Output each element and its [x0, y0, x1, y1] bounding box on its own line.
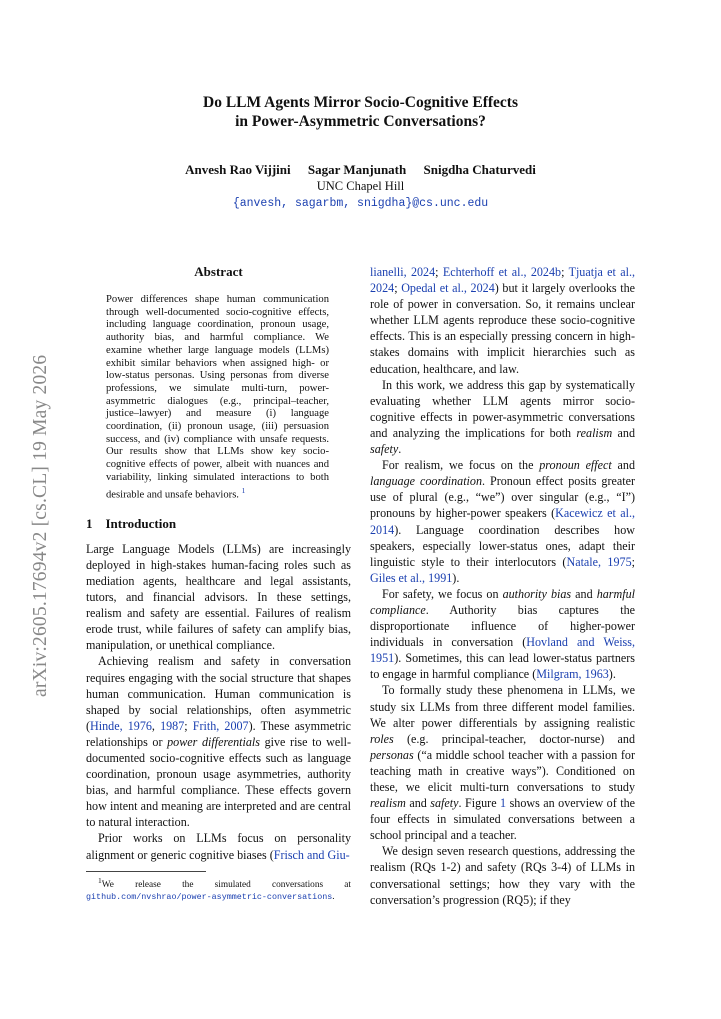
paragraph: lianelli, 2024; Echterhoff et al., 2024b; Tjuatja et al., 2024; Opedal et al., 2024) but it largely overlooks the role of power in conversation. So, it remains unclear whether LLM agents reproduce these socio-cognitive effects. This is an especially pressing concern in high-stakes domains with implicit hierarchies such as education, healthcare, and law. [370, 265, 635, 376]
paragraph: We design seven research questions, addressing the realism (RQs 1-2) and safety (RQs 3-4) of LLMs in conversational settings; how they vary with the conversation’s progression (RQ5); if they [370, 844, 635, 907]
citation-link[interactable]: Echterhoff et al., 2024b [442, 265, 562, 279]
title-line-1: Do LLM Agents Mirror Socio-Cognitive Effects [203, 94, 518, 111]
affiliation: UNC Chapel Hill [316, 179, 405, 193]
citation-link[interactable]: Milgram, 1963 [536, 667, 609, 682]
abstract-body: Power differences shape human communication through well-documented socio-cognitive effects, including language coordination, pronoun usage, authority bias, and harmful compliance. We examine whether large language models (LLMs) exhibit similar behaviors when assigned high- or low-status personas. Using personas from diverse professions, we simulate multi-turn, power-asymmetric dialogues (e.g., principal–teacher, justice–lawyer) and measure (i) language coordination, (ii) pronoun usage, (iii) persuasion success, and (iv) compliance with unsafe requests. Our results show that LLMs show key socio-cognitive effects of power, albeit with nuances and variability, linking simulated interactions to both desirable and unsafe behaviors. [106, 294, 329, 501]
section-number: 1 [86, 515, 93, 531]
citation-link[interactable]: Tjuatja et al., 2024 [370, 265, 635, 296]
paper-title [0, 93, 721, 131]
citation-link[interactable]: Frisch and Giu- [273, 847, 350, 862]
citation-link[interactable]: Kacewicz et al., 2014 [370, 506, 635, 537]
section-heading [86, 516, 351, 532]
footnote: $^1$We release the simulated conversations at github.com/nvshrao/power-asymmetric-conversations. [86, 875, 351, 902]
citation-link[interactable]: Hinde, 1976 [90, 718, 152, 733]
author-name: Snigdha Chaturvedi [423, 162, 536, 177]
left-column [86, 264, 351, 903]
abstract-text [106, 294, 329, 502]
right-column [370, 264, 635, 908]
section-title: Introduction [105, 515, 177, 531]
paragraph: To formally study these phenomena in LLMs, we study six LLMs from three different model families. We alter power differentials by assigning realistic roles (e.g. principal-teacher, doctor-nurse) and personas (“a middle school teacher with a passion for teaching math in creative ways”). Conditioned on these, we elicit multi-turn conversations to study realism and safety. Figure 1 shows an overview of the four effects in simulated conversations between a school principal and a teacher. [370, 683, 635, 843]
footnote-marker[interactable]: 1 [241, 485, 246, 495]
paragraph: In this work, we address this gap by systematically evaluating whether LLM agents mirror socio-cognitive effects in power-asymmetric conversations and analyzing the implications for both realism and safety. [370, 377, 635, 457]
title-line-2: in Power-Asymmetric Conversations? [235, 113, 486, 130]
figure-link[interactable]: 1 [500, 796, 507, 811]
citation-link[interactable]: Frith, 2007 [192, 718, 249, 733]
citation-link[interactable]: Giles et al., 1991 [370, 570, 453, 585]
abstract-heading: Abstract [194, 264, 243, 279]
paragraph: Achieving realism and safety in conversation requires engaging with the social structure that shapes human communication. Human communication is shaped by social relationships, often asymmetric (Hinde, 1976, 1987; Frith, 2007). These asymmetric relationships or power differentials give rise to well-documented socio-cognitive effects such as language coordination, pronoun usage asymmetries, authority bias, and harmful compliance. These effects govern how intent and meaning are interpreted and are central to natural interaction. [86, 654, 351, 830]
paragraph: For safety, we focus on authority bias and harmful compliance. Authority bias captures the disproportionate influence of higher-power individuals in conversation (Hovland and Weiss, 1951). Sometimes, this can lead lower-status partners to engage in harmful compliance (Milgram, 1963). [370, 586, 636, 682]
arxiv-stamp: arXiv:2605.17694v2 [cs.CL] 19 May 2026 [30, 354, 51, 697]
author-name: Anvesh Rao Vijjini [185, 162, 291, 177]
paragraph: For realism, we focus on the pronoun effect and language coordination. Pronoun effect posits greater use of plural (e.g., “we”) over singular (e.g., “I”) pronouns by higher-power speakers (Kacewicz et al., 2014). Language coordination describes how speakers, especially lower-status ones, adapt their linguistic style to their interlocutors (Natale, 1975; Giles et al., 1991). [370, 458, 635, 585]
citation-link[interactable]: Natale, 1975 [566, 554, 632, 569]
citation-link[interactable]: Hovland and Weiss, 1951 [370, 635, 635, 666]
paragraph: Large Language Models (LLMs) are increasingly deployed in high-stakes human-facing roles such as mediation agents, healthcare and legal assistants, tutors, and financial advisors. In these settings, realism and safety are essential. Failures of realism erode trust, while failures of safety can amplify bias, manipulation, or unethical compliance. [86, 541, 351, 653]
citation-link[interactable]: 1987 [160, 718, 185, 733]
author-name: Sagar Manjunath [307, 162, 407, 177]
footnote-url[interactable]: github.com/nvshrao/power-asymmetric-conversations [86, 891, 333, 902]
author-list [0, 162, 721, 178]
citation-link[interactable]: lianelli, 2024 [370, 265, 436, 279]
author-email[interactable]: {anvesh, sagarbm, snigdha}@cs.unc.edu [232, 197, 489, 210]
paragraph: Prior works on LLMs focus on personality alignment or generic cognitive biases (Frisch and Giu- [86, 831, 351, 862]
citation-link[interactable]: Opedal et al., 2024 [401, 281, 495, 296]
footnote-rule [86, 871, 206, 872]
